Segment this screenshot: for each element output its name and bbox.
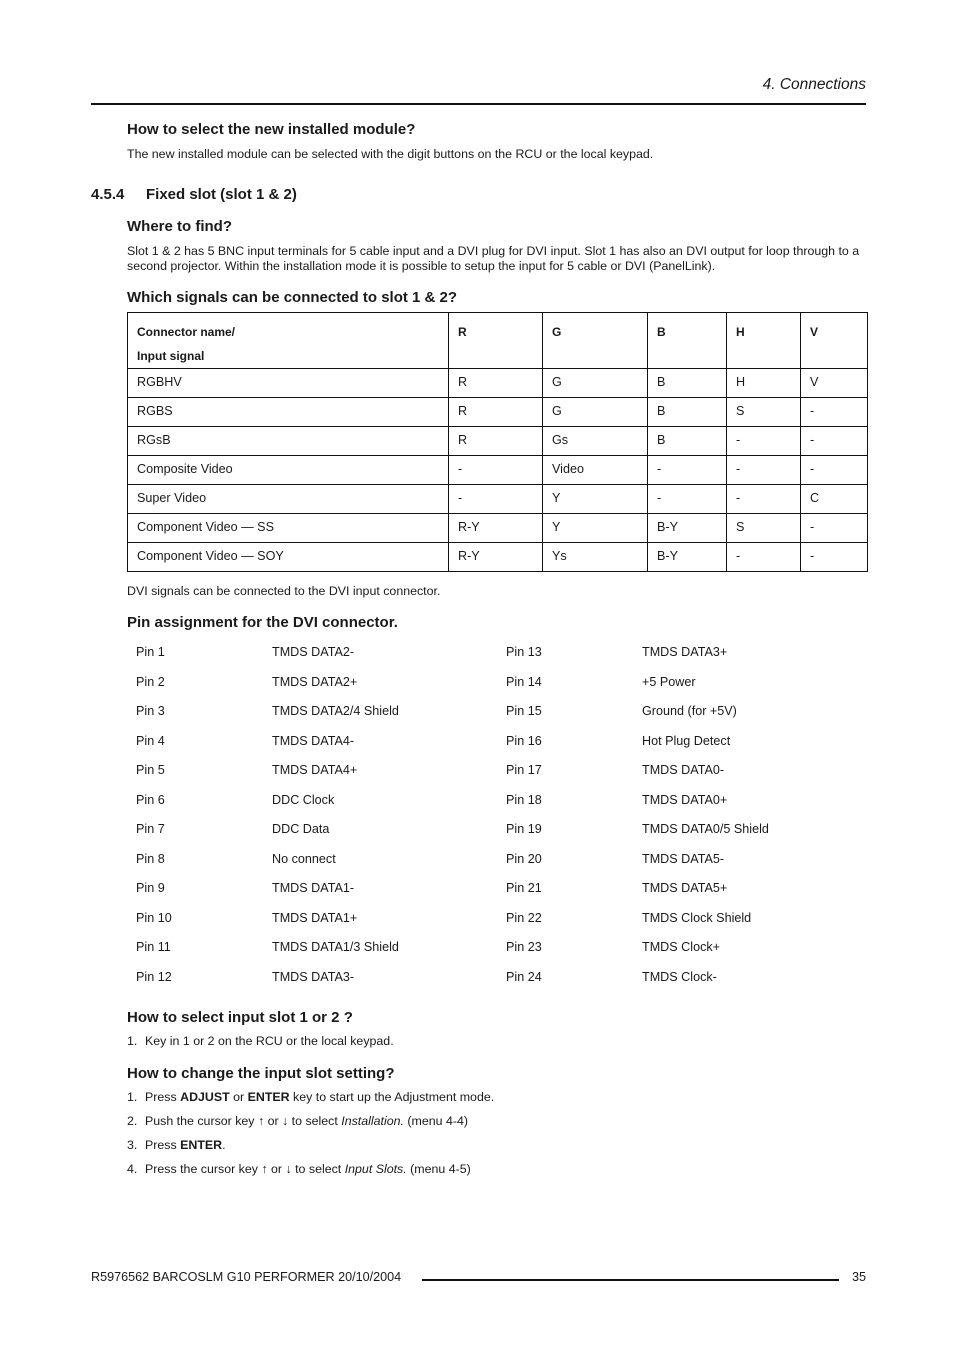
table-cell: Component Video — SS (128, 514, 449, 543)
pin-signal: Ground (for +5V) (642, 704, 737, 718)
pin-signal: TMDS DATA0- (642, 763, 725, 777)
list-item: 1. Press ADJUST or ENTER key to start up the Adjustment mode. (127, 1090, 495, 1104)
pin-signal: TMDS DATA2+ (272, 674, 358, 689)
table-cell: - (727, 543, 801, 572)
pin-signal: No connect (272, 851, 336, 866)
pin-number: Pin 23 (506, 940, 542, 954)
pin-number: Pin 19 (506, 822, 542, 836)
table-cell: - (801, 427, 868, 456)
heading-pin-assignment: Pin assignment for the DVI connector. (127, 614, 398, 631)
table-cell: B (648, 369, 727, 398)
section-number: 4.5.4 (91, 186, 125, 203)
table-cell: R-Y (449, 514, 543, 543)
table-row (128, 485, 868, 514)
table-cell: - (648, 456, 727, 485)
heading-signals: Which signals can be connected to slot 1 & 2? (127, 289, 458, 306)
table-cell: RGBS (128, 398, 449, 427)
table-row (128, 427, 868, 456)
section-heading (91, 186, 297, 203)
pin-signal: TMDS DATA1/3 Shield (272, 940, 399, 954)
pin-row (127, 759, 867, 789)
header-cell: H (727, 313, 801, 369)
pin-number: Pin 6 (136, 792, 165, 807)
pin-assignment-table (127, 641, 867, 995)
table-cell: - (801, 514, 868, 543)
table-cell: Composite Video (128, 456, 449, 485)
pin-number: Pin 14 (506, 674, 542, 689)
table-cell: - (727, 485, 801, 514)
footer-rule (422, 1279, 839, 1281)
table-cell: Super Video (128, 485, 449, 514)
pin-signal: TMDS DATA2/4 Shield (272, 704, 399, 718)
table-cell: - (648, 485, 727, 514)
table-cell: - (727, 427, 801, 456)
table-header-row (128, 313, 868, 369)
pin-number: Pin 10 (136, 910, 172, 925)
pin-number: Pin 9 (136, 881, 165, 895)
header-cell: V (801, 313, 868, 369)
list-item: 3. Press ENTER. (127, 1138, 226, 1152)
table-cell: - (801, 543, 868, 572)
pin-number: Pin 18 (506, 792, 542, 807)
pin-signal: TMDS DATA5- (642, 851, 725, 866)
dvi-note: DVI signals can be connected to the DVI input connector. (127, 584, 441, 598)
pin-signal: TMDS DATA3+ (642, 645, 728, 659)
pin-row (127, 907, 867, 937)
list-item: 4. Press the cursor key ↑ or ↓ to select Input Slots. (menu 4-5) (127, 1162, 471, 1176)
text-select-module: The new installed module can be selected with the digit buttons on the RCU or the local keypad. (127, 147, 654, 161)
footer-text: R5976562 BARCOSLM G10 PERFORMER 20/10/2004 (91, 1270, 402, 1284)
pin-number: Pin 12 (136, 969, 172, 984)
pin-number: Pin 3 (136, 704, 165, 718)
pin-number: Pin 8 (136, 851, 165, 866)
chapter-header: 4. Connections (762, 76, 866, 93)
table-row (128, 514, 868, 543)
table-cell: B (648, 398, 727, 427)
pin-signal: TMDS DATA2- (272, 645, 355, 659)
table-cell: V (801, 369, 868, 398)
table-cell: - (801, 398, 868, 427)
pin-signal: TMDS DATA1- (272, 881, 355, 895)
header-cell: G (543, 313, 648, 369)
table-cell: RGBHV (128, 369, 449, 398)
table-cell: R (449, 427, 543, 456)
pin-row (127, 936, 867, 966)
pin-number: Pin 16 (506, 733, 542, 748)
pin-row (127, 671, 867, 701)
change-slot-steps (127, 1085, 494, 1181)
pin-signal: TMDS DATA5+ (642, 881, 728, 895)
pin-signal: +5 Power (642, 674, 696, 689)
page-number: 35 (851, 1270, 866, 1284)
pin-number: Pin 17 (506, 763, 542, 777)
table-cell: Video (543, 456, 648, 485)
pin-signal: TMDS DATA0+ (642, 792, 728, 807)
pin-row (127, 966, 867, 996)
pin-number: Pin 15 (506, 704, 542, 718)
list-item: 1. Key in 1 or 2 on the RCU or the local keypad. (127, 1034, 394, 1048)
section-title: Fixed slot (slot 1 & 2) (146, 186, 297, 203)
table-cell: Y (543, 485, 648, 514)
pin-number: Pin 20 (506, 851, 542, 866)
pin-number: Pin 7 (136, 822, 165, 836)
table-cell: - (801, 456, 868, 485)
heading-change-slot: How to change the input slot setting? (127, 1065, 395, 1082)
pin-number: Pin 21 (506, 881, 542, 895)
pin-signal: TMDS DATA3- (272, 969, 355, 984)
table-cell: S (727, 398, 801, 427)
list-item: 2. Push the cursor key ↑ or ↓ to select Installation. (menu 4-4) (127, 1114, 469, 1128)
table-row (128, 456, 868, 485)
table-cell: - (449, 485, 543, 514)
pin-number: Pin 4 (136, 733, 165, 748)
pin-number: Pin 22 (506, 910, 542, 925)
table-row (128, 369, 868, 398)
pin-row (127, 700, 867, 730)
header-cell: B (648, 313, 727, 369)
pin-row (127, 848, 867, 878)
table-row (128, 398, 868, 427)
text-where-to-find: Slot 1 & 2 has 5 BNC input terminals for 5 cable input and a DVI plug for DVI input. Slot 1 has also an DVI output for loop through to a second projector. Within the installation mode it is possible to setup the input for 5 cable or DVI (PanelLink). (127, 244, 860, 273)
table-cell: C (801, 485, 868, 514)
table-cell: S (727, 514, 801, 543)
pin-signal: TMDS DATA4+ (272, 763, 358, 777)
pin-row (127, 877, 867, 907)
table-cell: RGsB (128, 427, 449, 456)
table-cell: - (727, 456, 801, 485)
table-cell: B-Y (648, 543, 727, 572)
table-cell: G (543, 369, 648, 398)
table-cell: R (449, 369, 543, 398)
pin-number: Pin 1 (136, 645, 165, 659)
pin-signal: TMDS Clock Shield (642, 910, 752, 925)
table-cell: Y (543, 514, 648, 543)
table-cell: - (449, 456, 543, 485)
table-cell: Gs (543, 427, 648, 456)
table-cell: R-Y (449, 543, 543, 572)
pin-signal: DDC Clock (272, 792, 335, 807)
table-cell: G (543, 398, 648, 427)
heading-where-to-find: Where to find? (127, 218, 232, 235)
table-cell: Ys (543, 543, 648, 572)
pin-number: Pin 2 (136, 674, 165, 689)
signals-table (127, 312, 868, 572)
pin-row (127, 789, 867, 819)
pin-number: Pin 5 (136, 763, 165, 777)
pin-signal: TMDS Clock- (642, 969, 717, 984)
pin-rows (127, 641, 867, 995)
table-row (128, 543, 868, 572)
table-cell: R (449, 398, 543, 427)
pin-row (127, 818, 867, 848)
header-cell: Connector name/ Input signal (128, 313, 449, 369)
pin-signal: DDC Data (272, 822, 330, 836)
heading-select-module: How to select the new installed module? (127, 121, 416, 138)
table-cell: B-Y (648, 514, 727, 543)
pin-signal: TMDS Clock+ (642, 940, 721, 954)
heading-select-slot: How to select input slot 1 or 2 ? (127, 1009, 353, 1026)
table-cell: H (727, 369, 801, 398)
pin-row (127, 641, 867, 671)
pin-signal: TMDS DATA1+ (272, 910, 358, 925)
pin-number: Pin 13 (506, 645, 542, 659)
pin-signal: TMDS DATA4- (272, 733, 355, 748)
table-cell: Component Video — SOY (128, 543, 449, 572)
pin-signal: Hot Plug Detect (642, 733, 731, 748)
pin-number: Pin 11 (136, 940, 171, 954)
table-cell: B (648, 427, 727, 456)
pin-signal: TMDS DATA0/5 Shield (642, 822, 769, 836)
header-rule (91, 103, 866, 105)
pin-row (127, 730, 867, 760)
header-cell: R (449, 313, 543, 369)
pin-number: Pin 24 (506, 969, 542, 984)
